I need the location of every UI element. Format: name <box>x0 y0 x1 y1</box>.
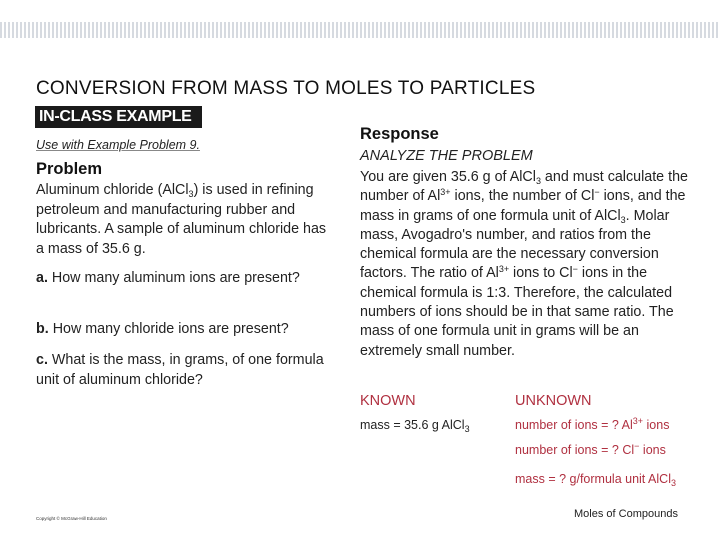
analyze-heading: ANALYZE THE PROBLEM <box>360 148 533 164</box>
slide-title: CONVERSION FROM MASS TO MOLES TO PARTICLES <box>36 78 536 99</box>
chapter-footer: Moles of Compounds <box>574 508 678 520</box>
unknown-chloride-ions: number of ions = ? Cl− ions <box>515 441 666 457</box>
use-with-reference: Use with Example Problem 9. <box>36 138 200 152</box>
question-c: c. What is the mass, in grams, of one formula unit of aluminum chloride? <box>36 352 324 388</box>
question-b: b. How many chloride ions are present? <box>36 321 289 337</box>
response-text: You are given 35.6 g of AlCl$_3$ and must calculate the number of $Al^{3+}$ ions, the number of Cl− ions, and the mass in grams of one formula unit of AlCl$_3$. Molar mass, Avogadro's number, and ratios from the chemical formula are the necessary conversion factors. The ratio of $Al^{3+}$ ions to Cl− ions in the chemical formula is 1:3. Therefore, the calculated numbers of ions should be in that same ratio. The mass of one formula unit in grams will be an extremely small number. <box>360 169 688 359</box>
question-a: a. How many aluminum ions are present? <box>36 270 300 286</box>
problem-text: Aluminum chloride (AlCl$_3$) is used in refining petroleum and manufacturing rubber and lubricants. A sample of aluminum chloride has a mass of 35.6 g. <box>36 182 327 257</box>
problem-heading: Problem <box>36 160 103 178</box>
unknown-aluminum-ions: number of ions = ? $Al^{3+}$ ions <box>515 416 670 432</box>
known-value: mass = 35.6 g AlCl$_3$ <box>360 418 470 434</box>
in-class-example-badge: IN-CLASS EXAMPLE <box>35 106 202 128</box>
known-heading: KNOWN <box>360 393 416 409</box>
unknown-formula-unit-mass: mass = ? g/formula unit AlCl$_3$ <box>515 472 676 488</box>
unknown-heading: UNKNOWN <box>515 393 592 409</box>
copyright-notice: Copyright © McGraw-Hill Education <box>36 516 107 521</box>
response-heading: Response <box>360 125 439 143</box>
decorative-header-band <box>0 22 720 38</box>
